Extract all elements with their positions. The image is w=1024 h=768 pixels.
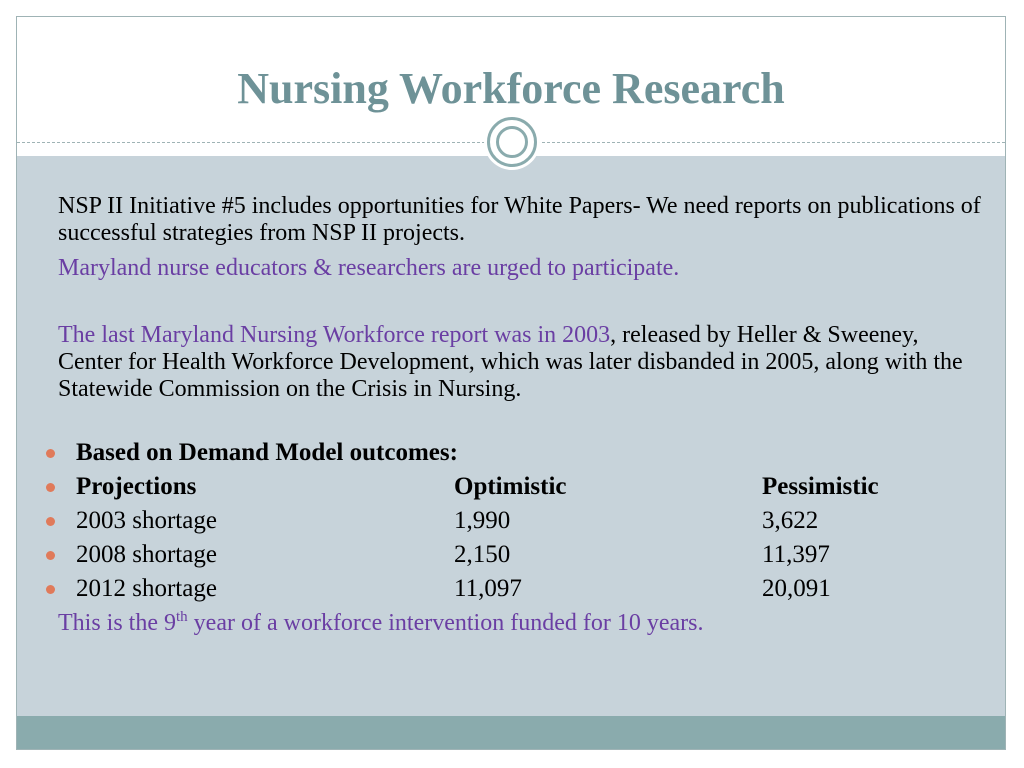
bullet-icon: [46, 585, 55, 594]
paragraph-participate: Maryland nurse educators & researchers are urged to participate.: [58, 255, 680, 281]
closing-before: This is the 9: [58, 610, 176, 636]
row-optimistic: 2,150: [454, 541, 511, 568]
ornament-inner-ring: [496, 126, 528, 158]
row-label: 2003 shortage: [76, 507, 217, 534]
circle-ornament-icon: [484, 114, 540, 170]
footer-band: [17, 716, 1005, 749]
report-year-highlight: The last Maryland Nursing Workforce report was in 2003: [58, 322, 611, 348]
table-row: [46, 504, 986, 538]
paragraph-initiative: NSP II Initiative #5 includes opportunities for White Papers- We need reports on publications of successful strategies from NSP II projects.: [58, 193, 981, 246]
row-pessimistic: 11,397: [762, 541, 830, 568]
row-optimistic: 11,097: [454, 575, 522, 602]
closing-ordinal-suffix: th: [176, 609, 188, 625]
list-item-demand-heading: [46, 436, 986, 470]
bullet-icon: [46, 551, 55, 560]
table-header-row: [46, 470, 986, 504]
bullet-icon: [46, 483, 55, 492]
header-projections: Projections: [76, 473, 197, 500]
report-details: , released by Heller & Sweeney, Center for Health Workforce Development, which was later disbanded in 2005, along with the Statewide Commission on the Crisis in Nursing.: [58, 322, 963, 402]
paragraph-last-report: [58, 322, 988, 403]
table-row: [46, 572, 986, 606]
slide-title: Nursing Workforce Research: [237, 64, 785, 113]
row-pessimistic: 3,622: [762, 507, 819, 534]
bullet-icon: [46, 449, 55, 458]
row-label: 2012 shortage: [76, 575, 217, 602]
row-pessimistic: 20,091: [762, 575, 831, 602]
closing-after: year of a workforce intervention funded for 10 years.: [187, 610, 704, 636]
paragraph-closing: [58, 610, 988, 637]
row-label: 2008 shortage: [76, 541, 217, 568]
demand-heading: Based on Demand Model outcomes:: [76, 439, 458, 466]
table-row: [46, 538, 986, 572]
header-pessimistic: Pessimistic: [762, 473, 879, 500]
ornament-outer-ring: [487, 117, 537, 167]
bullet-icon: [46, 517, 55, 526]
row-optimistic: 1,990: [454, 507, 511, 534]
header-optimistic: Optimistic: [454, 473, 567, 500]
